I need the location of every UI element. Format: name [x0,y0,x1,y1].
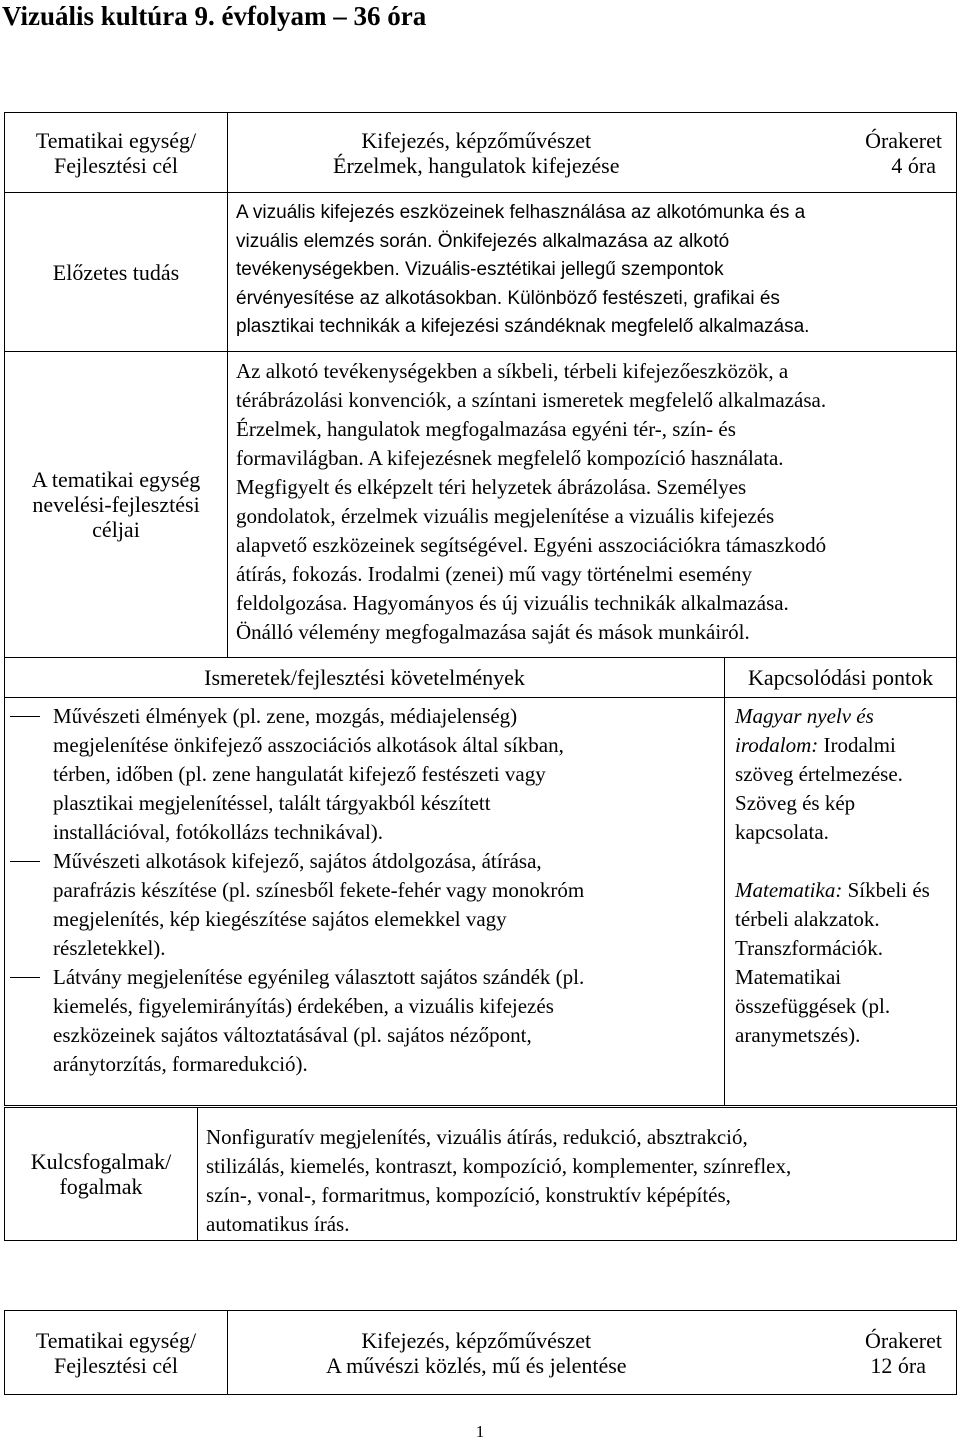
text-line: Szöveg és kép [735,791,856,815]
connection-text: Irodalmi [818,733,896,757]
goals-label-line: céljai [92,517,140,542]
text-line: szöveg értelmezése. [735,762,903,786]
unit2-table [4,1310,957,1395]
prior-knowledge-text [228,193,957,352]
text-line: térben, időben (pl. zene hangulatát kifejező festészeti vagy [53,762,546,786]
unit-hours-cell [725,1311,957,1395]
text-line: plasztikai technikák a kifejezési szándéknak megfelelő alkalmazása. [236,316,810,337]
text-line: stilizálás, kiemelés, kontraszt, kompozíció, komplementer, színreflex, [206,1154,792,1178]
keywords-label [5,1108,198,1241]
unit-hours-value: 12 óra [870,1352,926,1378]
text-line: plasztikai megjelenítéssel, talált tárgyakból készített [53,791,491,815]
connection-subject: Matematika: [735,878,843,902]
unit-hours-label: Órakeret [865,1327,942,1353]
text-line: Megfigyelt és elképzelt téri helyzetek ábrázolása. Személyes [236,475,747,499]
goals-label-line: nevelési-fejlesztési [32,492,200,517]
unit-topic-cell [228,113,725,193]
unit-label-line: Fejlesztési cél [53,1352,178,1378]
unit2-header-row [5,1311,957,1395]
keywords-label-line: Kulcsfogalmak/ [30,1149,172,1174]
connections-header: Kapcsolódási pontok [725,658,957,698]
keywords-row [5,1108,957,1241]
goals-label-line: A tematikai egység [31,467,201,492]
text-line: automatikus írás. [206,1212,350,1236]
requirement-item [5,702,724,847]
text-line: formavilágban. A kifejezésnek megfelelő kompozíció használata. [236,446,784,470]
connection-item [735,702,956,847]
connection-text: Síkbeli és [842,878,930,902]
unit-label-line: Tematikai egység/ [35,1327,197,1353]
text-line: installációval, fotókollázs technikával). [53,820,384,844]
connection-subject: Magyar nyelv és [735,704,874,728]
requirements-header: Ismeretek/fejlesztési követelmények [5,658,725,698]
text-line: vizuális elemzés során. Önkifejezés alkalmazása az alkotó [236,230,730,252]
goals-text [228,352,957,658]
text-line: Művészeti élmények (pl. zene, mozgás, médiajelenség) [53,704,518,728]
unit-hours-label: Órakeret [865,127,943,153]
text-line: kiemelés, figyelemirányítás) érdekében, a vizuális kifejezés [53,994,554,1018]
text-line: megjelenítése önkifejező asszociációs alkotások által síkban, [53,733,564,757]
unit1-table [4,112,957,1106]
text-line: Transzformációk. [735,936,883,960]
requirement-item [5,963,724,1079]
text-line: térbeli alakzatok. [735,907,880,931]
keywords-label-line: fogalmak [59,1174,143,1199]
goals-row [5,352,957,658]
text-line: feldolgozása. Hagyományos és új vizuális technikák alkalmazása. [236,591,789,615]
connection-item [735,876,956,1050]
document-title: Vizuális kultúra 9. évfolyam – 36 óra [2,1,427,31]
unit-topic-cell [228,1311,725,1395]
text-line: Az alkotó tevékenységekben a síkbeli, térbeli kifejezőeszközök, a [236,359,789,383]
requirements-header-row [5,658,957,698]
text-line: megjelenítés, kép kiegészítése sajátos elemekkel vagy [53,907,507,931]
unit-topic-line: Kifejezés, képzőművészet [361,1327,592,1353]
text-line: aranymetszés). [735,1023,861,1047]
text-line: kapcsolata. [735,820,829,844]
text-line: Látvány megjelenítése egyénileg választott sajátos szándék (pl. [53,965,585,989]
text-line: gondolatok, érzelmek vizuális megjelenítése a vizuális kifejezés [236,504,775,528]
text-line: Nonfiguratív megjelenítés, vizuális átírás, redukció, absztrakció, [206,1125,748,1149]
goals-label [5,352,228,658]
keywords-text [198,1108,957,1241]
prior-knowledge-row [5,193,957,352]
requirements-cell [5,698,725,1106]
unit-label-cell [5,113,228,193]
text-line: alapvető eszközeinek segítségével. Egyéni asszociációkra támaszkodó [236,533,827,557]
text-line: érvényesítése az alkotásokban. Különböző festészeti, grafikai és [236,287,780,309]
unit1-header-row [5,113,957,193]
connections-cell [725,698,957,1106]
text-line: parafrázis készítése (pl. színesből fekete-fehér vagy monokróm [53,878,585,902]
text-line: aránytorzítás, formaredukció). [53,1052,308,1076]
prior-knowledge-label: Előzetes tudás [5,193,228,352]
text-line: eszközeinek sajátos változtatásával (pl. sajátos nézőpont, [53,1023,532,1047]
text-line: térábrázolási konvenciók, a színtani ismeretek megfelelő alkalmazása. [236,388,827,412]
text-line: átírás, fokozás. Irodalmi (zenei) mű vagy történelmi esemény [236,562,753,586]
text-line: részletekkel). [53,936,166,960]
text-line: összefüggések (pl. [735,994,891,1018]
text-line: tevékenységekben. Vizuális-esztétikai jellegű szempontok [236,259,724,280]
unit-topic-line: A művészi közlés, mű és jelentése [325,1352,627,1378]
unit-label-cell [5,1311,228,1395]
requirements-row [5,698,957,1106]
text-line: Érzelmek, hangulatok megfogalmazása egyéni tér-, szín- és [236,417,736,441]
connection-subject: irodalom: [735,733,819,757]
keywords-table [4,1107,957,1241]
text-line: Matematikai [735,965,842,989]
requirement-item [5,847,724,963]
unit-hours-cell [725,113,957,193]
text-line: Önálló vélemény megfogalmazása saját és mások munkáiról. [236,620,750,644]
requirements-list [5,702,724,1079]
text-line: A vizuális kifejezés eszközeinek felhasználása az alkotómunka és a [236,202,806,223]
unit-hours-value: 4 óra [891,152,937,178]
unit-label-line: Tematikai egység/ [35,127,197,153]
unit-label-line: Fejlesztési cél [53,152,178,178]
unit-topic-line: Kifejezés, képzőművészet [361,127,592,153]
text-line: Művészeti alkotások kifejező, sajátos átdolgozása, átírása, [53,849,542,873]
page-number: 1 [475,1422,485,1441]
text-line: szín-, vonal-, formaritmus, kompozíció, konstruktív képépítés, [206,1183,731,1207]
unit-topic-line: Érzelmek, hangulatok kifejezése [333,152,620,178]
